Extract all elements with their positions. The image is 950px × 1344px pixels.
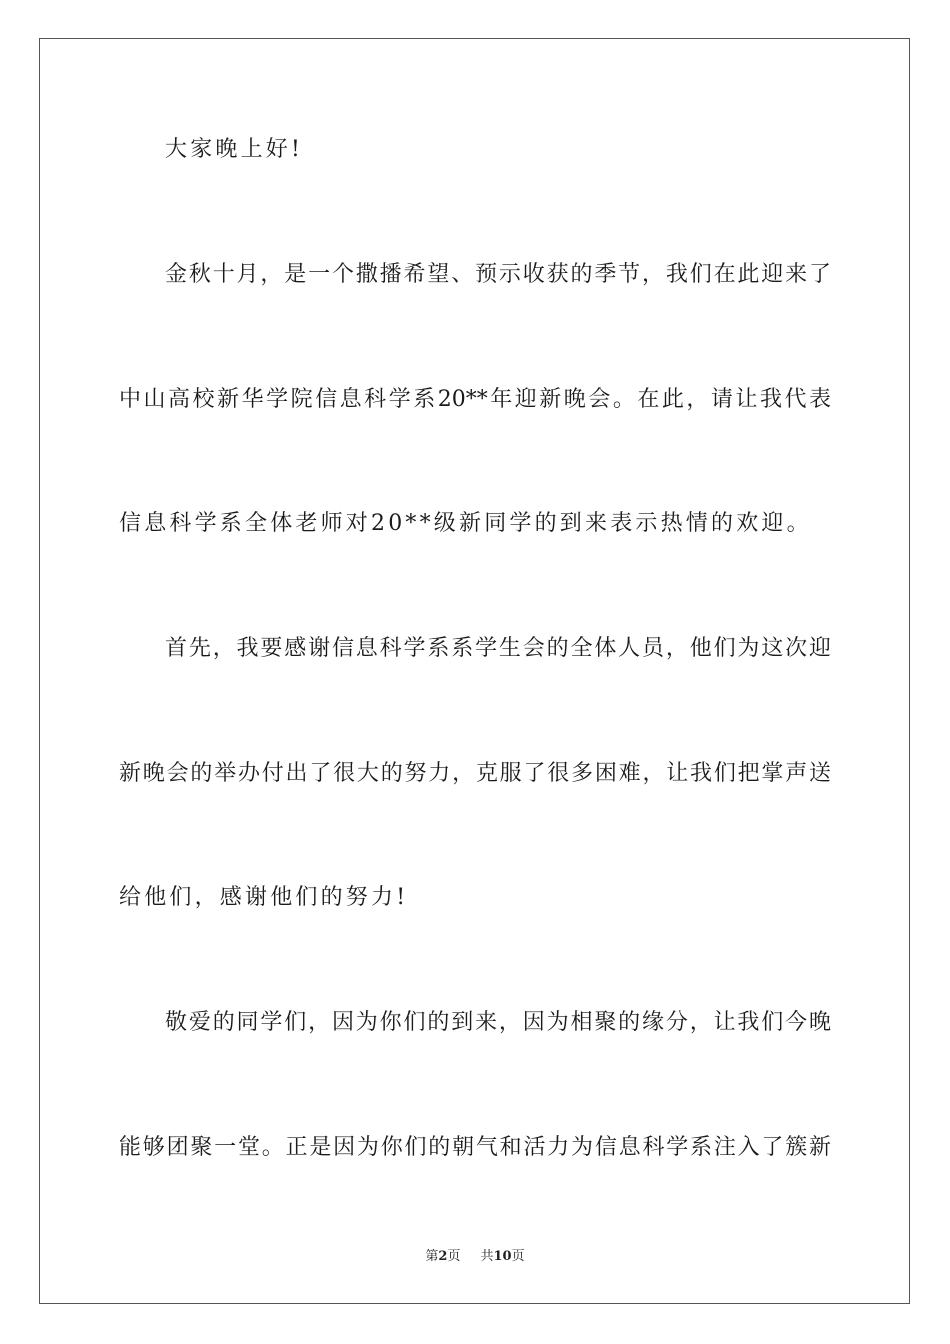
page-current: 2 (438, 1249, 448, 1264)
page-footer (0, 1248, 950, 1266)
paragraph-line: 信息科学系全体老师对20**级新同学的到来表示热情的欢迎。 (119, 511, 812, 536)
page-suffix: 页 (447, 1249, 461, 1264)
greeting-line: 大家晚上好! (165, 137, 304, 162)
paragraph-line: 能够团聚一堂。正是因为你们的朝气和活力为信息科学系注入了簇新 (119, 1135, 831, 1160)
total-prefix: 共 (480, 1249, 494, 1264)
paragraph-line: 金秋十月，是一个撒播希望、预示收获的季节，我们在此迎来了 (165, 262, 831, 287)
paragraph-line: 新晚会的举办付出了很大的努力，克服了很多困难，让我们把掌声送 (119, 761, 831, 786)
paragraph-line: 给他们，感谢他们的努力! (119, 885, 409, 910)
page-prefix: 第 (425, 1249, 439, 1264)
paragraph-line: 敬爱的同学们，因为你们的到来，因为相聚的缘分，让我们今晚 (165, 1010, 831, 1035)
total-suffix: 页 (511, 1249, 525, 1264)
page-frame (39, 38, 910, 1304)
page-total: 10 (493, 1249, 512, 1264)
paragraph-line: 首先，我要感谢信息科学系系学生会的全体人员，他们为这次迎 (165, 636, 831, 661)
paragraph-line: 中山高校新华学院信息科学系20**年迎新晚会。在此，请让我代表 (119, 387, 831, 412)
